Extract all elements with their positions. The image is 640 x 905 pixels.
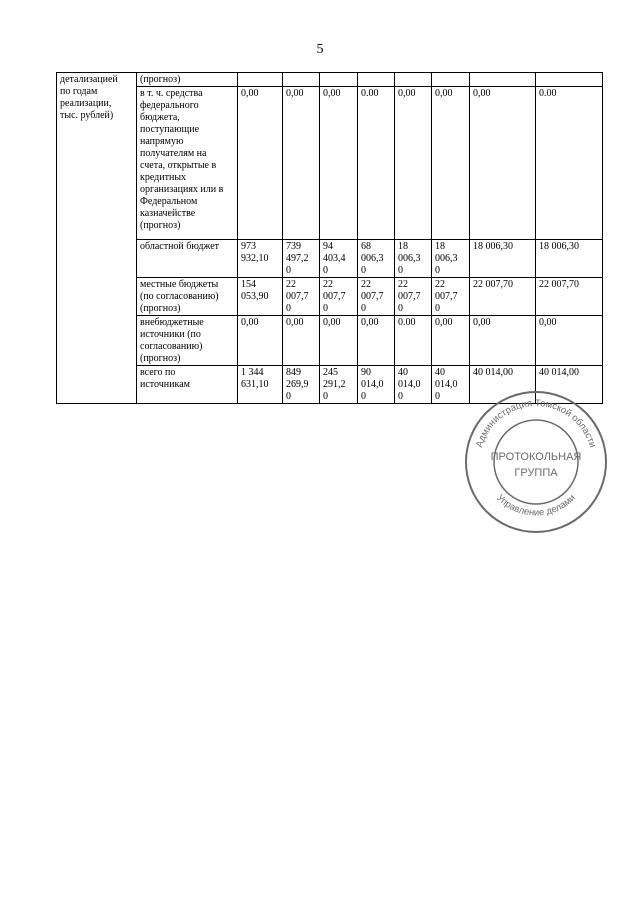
value-cell: 40 014,00 bbox=[536, 366, 603, 404]
value-cell: 40 014,00 bbox=[470, 366, 536, 404]
value-cell: 18 006,3 0 bbox=[395, 240, 432, 278]
budget-table bbox=[56, 72, 603, 404]
value-cell bbox=[470, 73, 536, 87]
funding-source-cell: внебюджетные источники (по согласованию) (прогноз) bbox=[137, 316, 238, 366]
svg-text:Администрация Томской области bbox=[474, 398, 598, 449]
value-cell: 18 006,30 bbox=[536, 240, 603, 278]
funding-source-cell: местные бюджеты (по согласованию) (прогноз) bbox=[137, 278, 238, 316]
value-cell bbox=[432, 73, 470, 87]
stamp-outer-top-text: Администрация Томской области bbox=[474, 397, 598, 449]
value-cell: 0,00 bbox=[358, 316, 395, 366]
value-cell: 22 007,7 0 bbox=[395, 278, 432, 316]
value-cell: 0,00 bbox=[320, 87, 358, 240]
value-cell: 0,00 bbox=[432, 316, 470, 366]
value-cell bbox=[320, 73, 358, 87]
funding-source-cell: областной бюджет bbox=[137, 240, 238, 278]
value-cell: 68 006,3 0 bbox=[358, 240, 395, 278]
value-cell: 0,00 bbox=[432, 87, 470, 240]
value-cell bbox=[395, 73, 432, 87]
value-cell: 0,00 bbox=[470, 87, 536, 240]
page-number: 5 bbox=[316, 42, 324, 57]
value-cell bbox=[238, 73, 283, 87]
value-cell: 22 007,7 0 bbox=[432, 278, 470, 316]
value-cell: 18 006,3 0 bbox=[432, 240, 470, 278]
row-group-label: детализацией по годам реализации, тыс. рублей) bbox=[57, 73, 137, 404]
stamp-center-line2: ГРУППА bbox=[514, 467, 558, 479]
value-cell: 0.00 bbox=[358, 87, 395, 240]
value-cell: 40 014,0 0 bbox=[395, 366, 432, 404]
value-cell: 849 269,9 0 bbox=[283, 366, 320, 404]
value-cell: 154 053,90 bbox=[238, 278, 283, 316]
table-row bbox=[57, 278, 603, 316]
value-cell: 0,00 bbox=[238, 316, 283, 366]
value-cell: 22 007,70 bbox=[470, 278, 536, 316]
value-cell: 94 403,4 0 bbox=[320, 240, 358, 278]
funding-source-cell: в т. ч. средства федерального бюджета, поступающие напрямую получателям на счета, открытые в кредитных организациях или в Федеральном казначействе (прогноз) bbox=[137, 87, 238, 240]
funding-source-cell: всего по источникам bbox=[137, 366, 238, 404]
funding-source-cell: (прогноз) bbox=[137, 73, 238, 87]
value-cell bbox=[536, 73, 603, 87]
value-cell: 0,00 bbox=[536, 316, 603, 366]
value-cell: 22 007,7 0 bbox=[283, 278, 320, 316]
value-cell: 0,00 bbox=[283, 316, 320, 366]
stamp-center-line1: ПРОТОКОЛЬНАЯ bbox=[490, 451, 582, 463]
table-row bbox=[57, 240, 603, 278]
value-cell: 0,00 bbox=[470, 316, 536, 366]
value-cell: 18 006,30 bbox=[470, 240, 536, 278]
stamp-outer-bottom-text: Управление делами bbox=[494, 492, 578, 519]
table-row bbox=[57, 316, 603, 366]
value-cell: 0,00 bbox=[283, 87, 320, 240]
value-cell: 0.00 bbox=[536, 87, 603, 240]
value-cell: 22 007,7 0 bbox=[358, 278, 395, 316]
value-cell: 40 014,0 0 bbox=[432, 366, 470, 404]
value-cell bbox=[358, 73, 395, 87]
value-cell: 22 007,70 bbox=[536, 278, 603, 316]
value-cell: 0,00 bbox=[238, 87, 283, 240]
value-cell bbox=[283, 73, 320, 87]
value-cell: 22 007,7 0 bbox=[320, 278, 358, 316]
value-cell: 739 497,2 0 bbox=[283, 240, 320, 278]
value-cell: 0,00 bbox=[395, 87, 432, 240]
svg-text:Управление делами bbox=[494, 492, 577, 518]
value-cell: 245 291,2 0 bbox=[320, 366, 358, 404]
value-cell: 0.00 bbox=[395, 316, 432, 366]
protocol-group-stamp bbox=[462, 388, 610, 536]
value-cell: 1 344 631,10 bbox=[238, 366, 283, 404]
value-cell: 90 014,0 0 bbox=[358, 366, 395, 404]
table-row bbox=[57, 87, 603, 240]
value-cell: 0,00 bbox=[320, 316, 358, 366]
table-row bbox=[57, 73, 603, 87]
value-cell: 973 932,10 bbox=[238, 240, 283, 278]
